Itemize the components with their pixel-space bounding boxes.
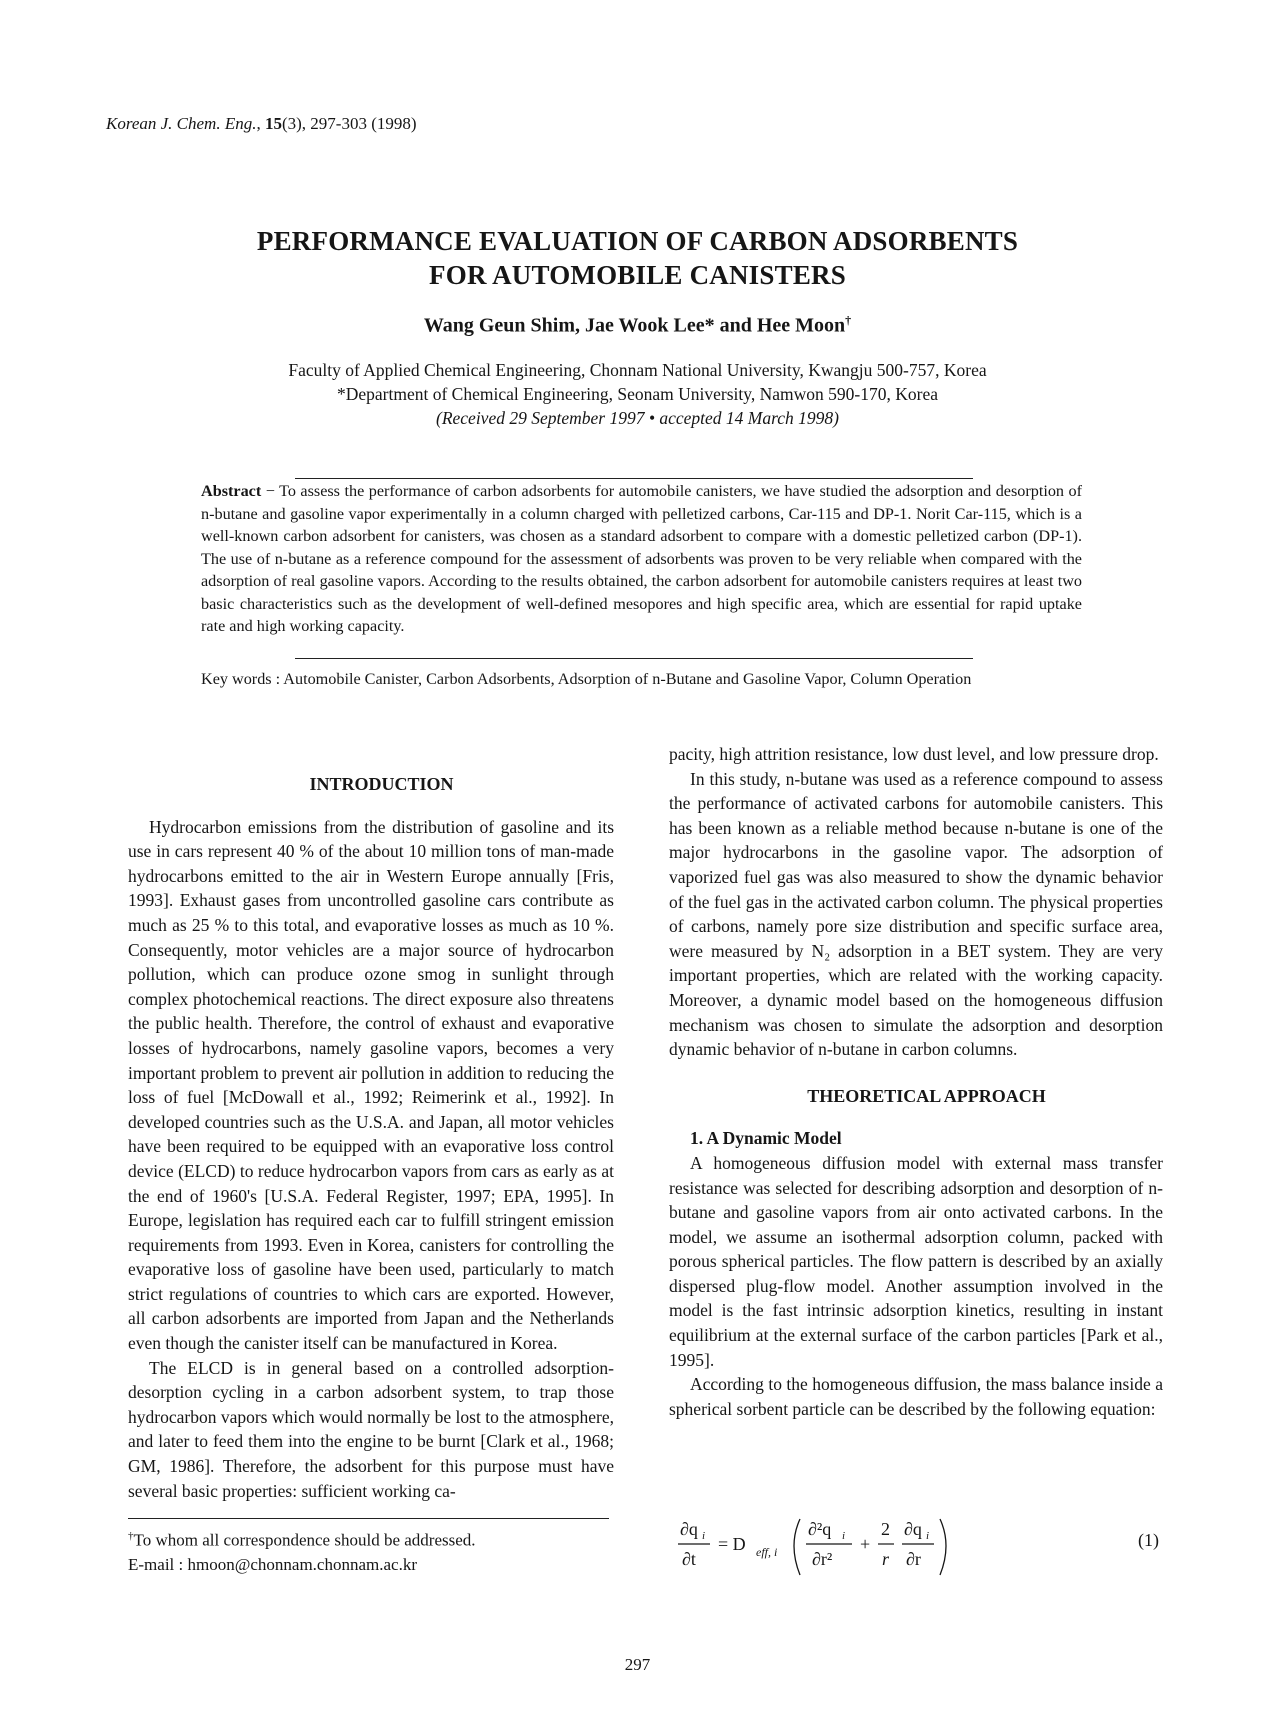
keywords-text: Automobile Canister, Carbon Adsorbents, Adsorption of n-Butane and Gasoline Vapor, Column Operation [283,670,972,688]
eq-lhs-subscript: i [702,1530,706,1542]
keywords [201,668,1101,690]
eq-term1-numerator: ∂²q [808,1519,832,1539]
eq-coefficient-subscript: eff, i [756,1545,778,1559]
title-line-1: PERFORMANCE EVALUATION OF CARBON ADSORBENTS [256,226,1019,256]
footnote-rule [128,1518,609,1519]
eq-plus: + [860,1534,871,1554]
paragraph: A homogeneous diffusion model with external mass transfer resistance was selected for describing adsorption and desorption of n-butane and gasoline vapors from air onto activated carbons. In the model, we assume an isothermal adsorption column, packed with porous spherical particles. The flow pattern is described by an axially dispersed plug-flow model. Another assumption involved in the model is the fast intrinsic adsorption kinetics, resulting in instant equilibrium at the external surface of the carbon particles [Park et al., 1995]. [669,1152,1163,1370]
eq-r: r [882,1549,890,1569]
eq-term1-denominator: ∂r² [812,1549,833,1569]
paragraph: The ELCD is in general based on a controlled adsorption-desorption cycling in a carbon adsorbent system, to trap those hydrocarbon vapors which would normally be lost to the atmosphere, and later to feed them into the engine to be burnt [Clark et al., 1968; GM, 1986]. Therefore, the adsorbent for this purpose must have several basic properties: sufficient working ca- [128,1357,615,1501]
page-number: 297 [624,1655,651,1674]
paragraph: pacity, high attrition resistance, low dust level, and low pressure drop. [669,744,1159,764]
abstract-bottom-rule [295,658,973,659]
title-line-2: FOR AUTOMOBILE CANISTERS [429,260,846,290]
paper-title [100,224,1175,292]
eq-term1-subscript: i [842,1530,846,1542]
affiliation-1: Faculty of Applied Chemical Engineering, Chonnam National University, Kwangju 500-757, Korea [288,360,987,380]
equation-number: (1) [1138,1530,1159,1550]
corresponding-mark: † [845,313,852,327]
received-dates: (Received 29 September 1997 • accepted 14 March 1998) [436,408,839,428]
left-column [128,772,614,1503]
footnote-email: E-mail : hmoon@chonnam.chonnam.ac.kr [128,1554,417,1574]
section-heading-theoretical-approach: THEORETICAL APPROACH [807,1085,1046,1106]
journal-citation: Korean J. Chem. Eng., 15(3), 297-303 (1998) [106,114,417,133]
abstract: Abstract − To assess the performance of carbon adsorbents for automobile canisters, we have studied the adsorption and desorption of n-butane and gasoline vapor experimentally in a column charged with pelletized carbons, Car-115 and DP-1. Norit Car-115, which is a well-known carbon adsorbent for canisters, was chosen as a standard adsorbent to compare with a domestic pelletized carbon (DP-1). The use of n-butane as a reference compound for the assessment of adsorbents was proven to be very reliable when compared with the adsorption of real gasoline vapors. According to the results obtained, the carbon adsorbent for automobile canisters requires at least two basic characteristics such as the development of well-defined mesopores and high specific area, which are essential for rapid uptake rate and high working capacity. [201,482,1083,635]
eq-two: 2 [881,1519,890,1539]
eq-term2-denominator: ∂r [906,1549,921,1569]
affiliation-2: *Department of Chemical Engineering, Seonam University, Namwon 590-170, Korea [337,384,938,404]
paragraph: Hydrocarbon emissions from the distribution of gasoline and its use in cars represent 40 % of the about 10 million tons of man-made hydrocarbons emitted to the air in Western Europe annually [Fris, 1993]. Exhaust gases from uncontrolled gasoline cars contribute as much as 25 % to this total, and evaporative losses as much as 10 %. Consequently, motor vehicles are a major source of hydrocarbon pollution, which can produce ozone smog in sunlight through complex photochemical reactions. The direct exposure also threatens the public health. Therefore, the control of exhaust and evaporative losses of hydrocarbons, namely gasoline vapors, becomes a very important problem to prevent air pollution in addition to reducing the loss of fuel [McDowall et al., 1992; Reimerink et al., 1992]. In developed countries such as the U.S.A. and Japan, all motor vehicles have been required to be equipped with an evaporative loss control device (ELCD) to reduce hydrocarbon vapors from cars as early as at the end of 1960's [U.S.A. Federal Register, 1997; EPA, 1995]. In Europe, legislation has required each car to fulfill stringent emission requirements from 1993. Even in Korea, canisters for controlling the evaporative loss of gasoline have been used, particularly to match strict regulations of countries to which cars are exported. However, all carbon adsorbents are imported from Japan and the Netherlands even though the canister itself can be manufactured in Korea. [128,816,614,1354]
author-list [100,313,1175,338]
paragraph: In this study, n-butane was used as a reference compound to assess the performance of activated carbons for automobile canisters. This has been known as a reliable method because n-butane is one of the major hydrocarbons in the gasoline vapor. The adsorption of vaporized fuel gas was also measured to show the dynamic behavior of the fuel gas in the activated carbon column. The physical properties of carbons, namely pore size distribution and specific surface area, were measured by N₂ adsorption in a BET system. They are very important properties, which are related with the working capacity. Moreover, a dynamic model based on the homogeneous diffusion mechanism was chosen to simulate the adsorption and desorption dynamic behavior of n-butane in carbon columns. [669,768,1163,1060]
eq-lhs-numerator: ∂q [680,1519,698,1539]
eq-term2-subscript: i [926,1530,930,1542]
abstract-text: To assess the performance of carbon adsorbents for automobile canisters, we have studied the adsorption and desorption of n-butane and gasoline vapor experimentally in a column charged with pelletized carbons, Car-115 and DP-1. Norit Car-115, which is a well-known carbon adsorbent for canisters, was chosen as a standard adsorbent to compare with a domestic pelletized carbon (DP-1). The use of n-butane as a reference compound for the assessment of adsorbents was proven to be very reliable when compared with the adsorption of real gasoline vapors. According to the results obtained, the carbon adsorbent for automobile canisters requires at least two basic characteristics such as the development of well-defined mesopores and high specific area, which are essential for rapid uptake rate and high working capacity. [201,482,1083,635]
affiliations [100,358,1175,430]
eq-equals-d: = D [718,1534,746,1554]
journal-name: Korean J. Chem. Eng. [106,114,257,133]
authors-text: Wang Geun Shim, Jae Wook Lee* and Hee Moon [423,314,846,337]
paragraph: According to the homogeneous diffusion, the mass balance inside a spherical sorbent particle can be described by the following equation: [669,1374,1163,1419]
journal-issue-pages: (3), 297-303 (1998) [281,114,417,133]
journal-volume: 15 [264,114,282,133]
section-heading-introduction: INTRODUCTION [309,774,454,794]
footnote [128,1524,628,1577]
footnote-mark: † [128,1530,134,1542]
equation-1 [670,1505,1170,1585]
eq-term2-numerator: ∂q [904,1519,922,1539]
abstract-label: Abstract [201,482,262,500]
abstract-top-rule [295,478,973,479]
footnote-line-1: To whom all correspondence should be addressed. [133,1530,476,1550]
keywords-label: Key words : [201,670,281,688]
right-column [669,742,1163,1421]
subsection-heading: 1. A Dynamic Model [690,1128,842,1149]
eq-lhs-denominator: ∂t [682,1549,696,1569]
